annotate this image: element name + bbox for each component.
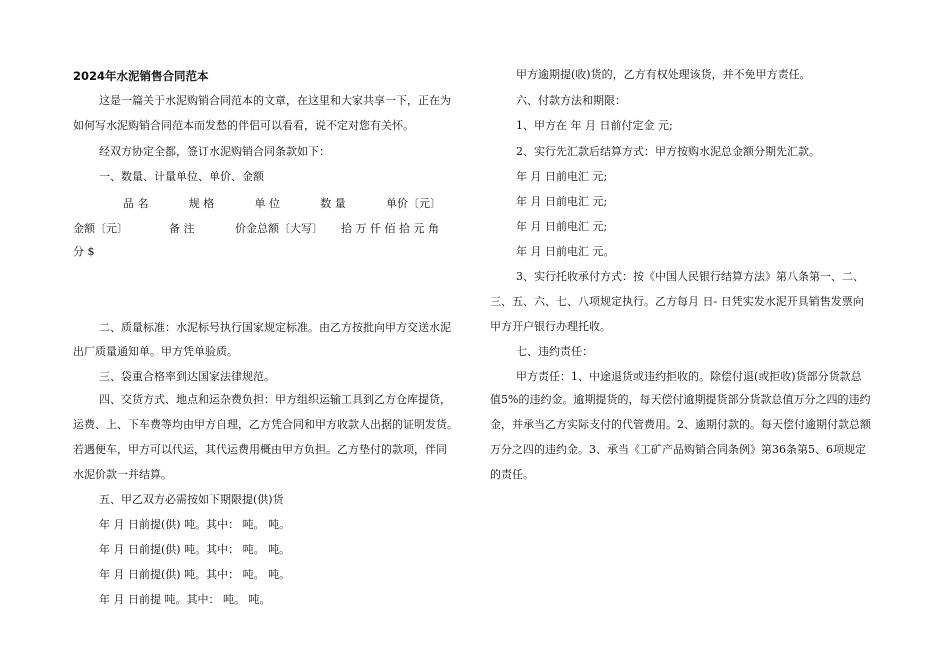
document-title: 2024年水泥销售合同范本 [73,69,209,83]
liability-line: 甲方责任：1、中途退货或违约拒收的。除偿付退(或拒收)货部分货款总 [516,370,862,383]
intro-line: 经双方协定全都，签订水泥购销合同条款如下： [99,145,330,158]
wire-line: 年 月 日前电汇 元; [516,170,608,183]
section5-heading: 五、甲乙双方必需按如下期限提(供)货 [99,493,284,506]
table-header-cell: 单 位 [254,197,280,210]
delivery-line: 年 月 日前提(供) 吨。其中： 吨。 吨。 [99,543,291,556]
table-cell: 拾 万 仟 佰 拾 元 角 [341,222,439,235]
intro-line: 如何写水泥购销合同范本而发愁的伴侣可以看看，说不定对您有关怀。 [73,119,414,132]
section4-line: 水泥价款一并结算。 [73,468,172,481]
wire-line: 年 月 日前电汇 元。 [516,245,615,258]
section2-line: 出厂质量通知单。甲方凭单验质。 [73,345,238,358]
table-header-cell: 单价〔元〕 [386,197,441,210]
liability-line: 的责任。 [490,468,534,481]
wire-line: 年 月 日前电汇 元; [516,220,608,233]
table-cell: 备 注 [169,222,195,235]
liability-line: 万分之四的违约金。3、承当《工矿产品购销合同条例》第36条第5、6项规定 [490,443,866,456]
delivery-line: 年 月 日前提(供) 吨。其中： 吨。 吨。 [99,568,291,581]
payment-item: 1、甲方在 年 月 日前付定金 元; [516,119,673,132]
table-header-cell: 规 格 [188,197,215,210]
liability-line: 金，并承当乙方实际支付的代管费用。2、逾期付款的。每天偿付逾期付款总额 [490,418,871,431]
section2-line: 二、质量标准：水泥标号执行国家规定标准。由乙方按批向甲方交送水泥 [99,321,451,334]
table-header [123,195,441,211]
section1-heading: 一、数量、计量单位、单价、金额 [99,170,264,183]
table-header-cell: 数 量 [320,197,346,210]
section7-heading: 七、违约责任： [516,345,593,358]
wire-line: 年 月 日前电汇 元; [516,195,608,208]
table-cell: 价金总额〔大写〕 [235,222,323,235]
section4-line: 四、交货方式、地点和运杂费负担：甲方组织运输工具到乙方仓库提货， [99,393,451,406]
intro-line: 这是一篇关于水泥购销合同范本的文章，在这里和大家共享一下，正在为 [99,94,451,107]
payment-item: 三、五、六、七、八项规定执行。乙方每月 日- 日凭实发水泥开具销售发票向 [490,295,864,308]
payment-item: 2、实行先汇款后结算方式：甲方按购水泥总金额分期先汇款。 [516,145,820,158]
section3-line: 三、袋重合格率到达国家法律规范。 [99,370,275,383]
payment-item: 甲方开户银行办理托收。 [490,320,611,333]
section6-heading: 六、付款方法和期限： [516,94,626,107]
table-header-cell: 品 名 [123,197,149,210]
delivery-line: 年 月 日前提 吨。其中： 吨。 吨。 [99,593,271,606]
liability-line: 值5%的违约金。逾期提货的，每天偿付逾期提货部分货款总值万分之四的违约 [490,393,871,406]
payment-item: 3、实行托收承付方式：按《中国人民银行结算方法》第八条第一、二、 [516,270,864,283]
table-row: 分 $ [73,245,95,258]
table-cell: 金额〔元〕 [73,222,128,235]
delivery-line: 年 月 日前提(供) 吨。其中： 吨。 吨。 [99,518,291,531]
section4-line: 运费、上、下车费等均由甲方自理，乙方凭合同和甲方收款人出据的证明发货。 [73,418,458,431]
section4-line: 若遇便车，甲方可以代运，其代运费用概由甲方负担。乙方垫付的款项，伴同 [73,443,447,456]
right-line: 甲方逾期提(收)货的，乙方有权处理该货，并不免甲方责任。 [516,68,811,81]
